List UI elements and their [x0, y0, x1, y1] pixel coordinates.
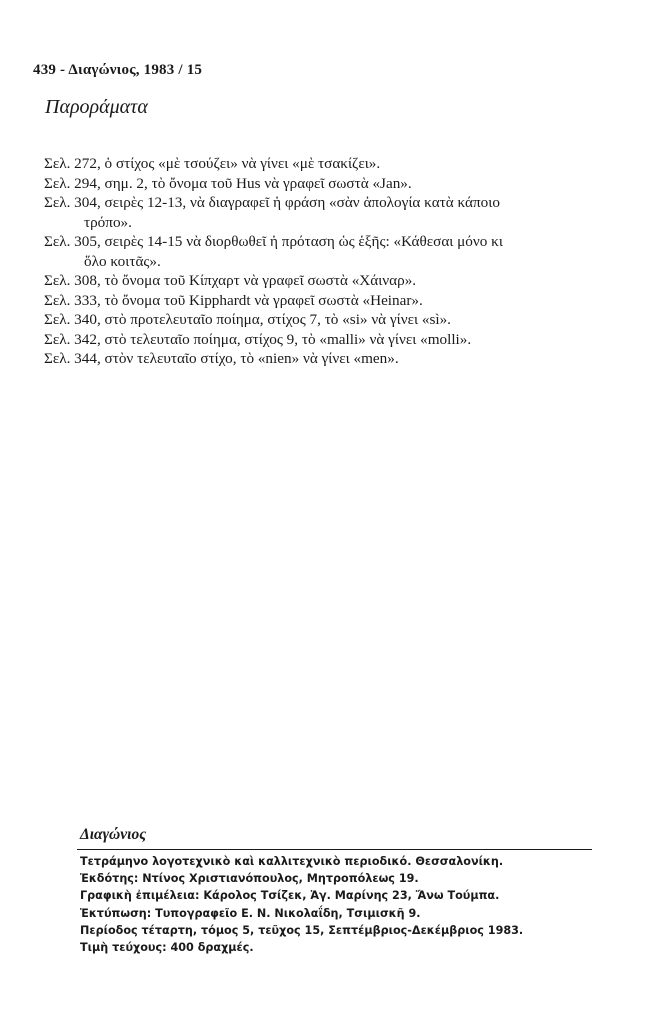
erratum-line: Σελ. 308, τὸ ὄνομα τοῦ Κίπχαρτ νὰ γραφεῖ σωστὰ «Χάιναρ». — [44, 272, 417, 289]
colophon — [80, 853, 523, 956]
erratum-line: Σελ. 342, στὸ τελευταῖο ποίημα, στίχος 9, τὸ «malli» νὰ γίνει «molli». — [44, 330, 472, 348]
erratum-line: Σελ. 304, σειρὲς 12-13, νὰ διαγραφεῖ ἡ φράση «σὰν ἀπολογία κατὰ κάποιο — [44, 194, 500, 211]
colophon-line: Τετράμηνο λογοτεχνικὸ καὶ καλλιτεχνικὸ περιοδικό. Θεσσαλονίκη. — [80, 855, 504, 868]
erratum-item — [44, 271, 604, 291]
colophon-line: Ἐκδότης: Ντίνος Χριστιανόπουλος, Μητροπόλεως 19. — [80, 872, 419, 886]
erratum-item — [44, 330, 604, 350]
colophon-line: Τιμὴ τεύχους: 400 δραχμές. — [80, 941, 254, 955]
erratum-continuation-line: τρόπο». — [84, 213, 132, 231]
section-title: Παροράματα — [45, 96, 148, 118]
erratum-line: Σελ. 305, σειρὲς 14-15 νὰ διορθωθεῖ ἡ πρόταση ὡς ἑξῆς: «Κάθεσαι μόνο κι — [44, 233, 503, 250]
erratum-item — [44, 174, 604, 194]
colophon-line: Περίοδος τέταρτη, τόμος 5, τεῦχος 15, Σεπτέμβριος-Δεκέμβριος 1983. — [80, 923, 524, 937]
running-header: 439 - Διαγώνιος, 1983 / 15 — [33, 62, 203, 78]
erratum-item — [44, 232, 604, 271]
erratum-item — [44, 291, 604, 311]
errata-list — [44, 154, 604, 369]
erratum-item — [44, 154, 604, 174]
colophon-line: Ἐκτύπωση: Τυπογραφεῖο Ε. Ν. Νικολαΐδη, Τσιμισκῆ 9. — [80, 906, 421, 920]
erratum-item — [44, 193, 604, 232]
erratum-line: Σελ. 340, στὸ προτελευταῖο ποίημα, στίχος 7, τὸ «si» νὰ γίνει «sì». — [44, 311, 451, 328]
erratum-line: Σελ. 333, τὸ ὄνομα τοῦ Kipphardt νὰ γραφεῖ σωστὰ «Heinar». — [44, 291, 423, 309]
erratum-line: Σελ. 272, ὁ στίχος «μὲ τσούζει» νὰ γίνει «μὲ τσακίζει». — [44, 155, 381, 172]
erratum-continuation-line: ὅλο κοιτᾶς». — [84, 252, 161, 270]
erratum-line: Σελ. 344, στὸν τελευταῖο στίχο, τὸ «nien» νὰ γίνει «men». — [44, 350, 399, 367]
erratum-item — [44, 310, 604, 330]
journal-title: Διαγώνιος — [80, 826, 147, 843]
colophon-line: Γραφικὴ ἐπιμέλεια: Κάρολος Τσίζεκ, Ἁγ. Μαρίνης 23, Ἄνω Τούμπα. — [80, 889, 500, 903]
footer-divider — [77, 849, 592, 850]
erratum-line: Σελ. 294, σημ. 2, τὸ ὄνομα τοῦ Hus νὰ γραφεῖ σωστὰ «Jan». — [44, 174, 412, 192]
erratum-item — [44, 349, 604, 369]
